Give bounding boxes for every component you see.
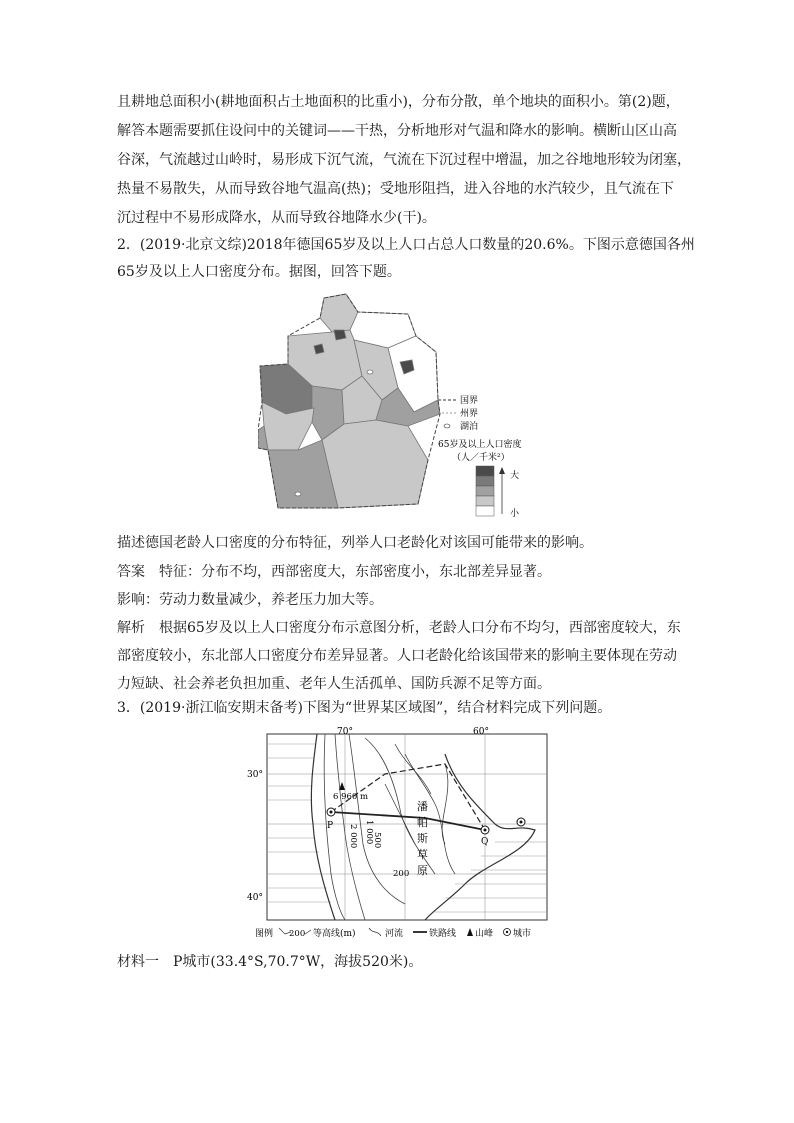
legend-lake-label: 湖泊 [460,422,479,432]
lake-icon [295,492,301,496]
contour-500-label: 500 [372,832,382,849]
contour-1000-label: 1 000 [364,820,374,845]
pampas-label: 草 [417,848,428,861]
lat-30-label: 30° [247,770,263,780]
analysis-line: 力短缺、社会养老负担加重、老年人生活孤单、国防兵源不足等方面。 [117,676,551,692]
question-2-title: 2．(2019·北京文综)2018年德国65岁及以上人口占总人口数量的20.6%。下图示意德国各州 [117,237,695,253]
lat-40-label: 40° [247,893,263,903]
legend-state-label: 州界 [460,409,479,419]
city-p-label: P [327,821,334,831]
density-title: 65岁及以上人口密度 [438,440,522,450]
question-3-title: 3．(2019·浙江临安期末备考)下图为“世界某区域图”，结合材料完成下列问题。 [117,700,612,716]
text-line: 谷深，气流越过山岭时，易形成下沉气流，气流在下沉过程中增温，加之谷地地形较为闭塞， [117,152,691,168]
analysis-line: 解析 根据65岁及以上人口密度分布示意图分析，老龄人口分布不均匀，西部密度较大，东 [117,620,681,636]
density-unit: （人／千米²） [452,453,510,463]
lake-icon [367,370,373,374]
germany-density-map [258,290,558,522]
lon-70-label: 70° [337,727,353,737]
legend-contour-label: 等高线(m) [313,929,356,939]
state-bremen [314,344,324,354]
answer-features: 答案 特征：分布不均，西部密度大，东部密度小，东北部差异显著。 [117,564,551,580]
contour-2000-label: 2 000 [348,824,358,849]
legend-peak-label: 山峰 [475,929,494,939]
contour-200-label: 200 [393,869,410,879]
density-small-label: 小 [510,509,520,519]
legend-border-label: 国界 [460,396,479,406]
city-q-label: Q [481,837,489,847]
density-big-label: 大 [510,471,520,481]
legend-river-label: 河流 [385,929,404,939]
text-line: 热量不易散失，从而导致谷地气温高(热)；受地形阻挡，进入谷地的水汽较少，且气流在下 [117,181,674,197]
pampas-label: 帕 [417,816,428,829]
legend-contour-value: 200 [289,929,306,939]
legend-city-label: 城市 [513,929,532,939]
text-line: 且耕地总面积小(耕地面积占土地面积的比重小)，分布分散，单个地块的面积小。第(2)题， [117,94,680,110]
state-bavaria [322,420,428,508]
legend-rail-label: 铁路线 [429,929,457,939]
text-line: 沉过程中不易形成降水，从而导致谷地降水少(干)。 [117,210,436,226]
legend-title: 图例 [255,929,274,939]
world-map-legend [255,927,531,939]
analysis-line: 部密度较小，东北部人口密度分布差异显著。人口老龄化给该国带来的影响主要体现在劳动 [117,648,677,664]
question-2-prompt: 描述德国老龄人口密度的分布特征，列举人口老龄化对该国可能带来的影响。 [117,535,593,551]
world-region-map [245,724,555,946]
peak-elevation-label: 6 960 m [333,792,369,802]
pampas-label: 原 [417,864,428,877]
pampas-label: 潘 [417,800,428,813]
state-hamburg [334,330,346,340]
material-1: 材料一 P城市(33.4°S,70.7°W，海拔520米)。 [117,954,423,970]
lon-60-label: 60° [473,727,489,737]
question-2-title-cont: 65岁及以上人口密度分布。据图，回答下题。 [117,264,401,280]
answer-impacts: 影响：劳动力数量减少，养老压力加大等。 [117,592,383,608]
map-legend [438,395,521,519]
legend-peak-icon [467,928,473,936]
text-line: 解答本题需要抓住设问中的关键词——干热，分析地形对气温和降水的影响。横断山区山高 [117,123,677,139]
pampas-label: 斯 [417,832,428,845]
